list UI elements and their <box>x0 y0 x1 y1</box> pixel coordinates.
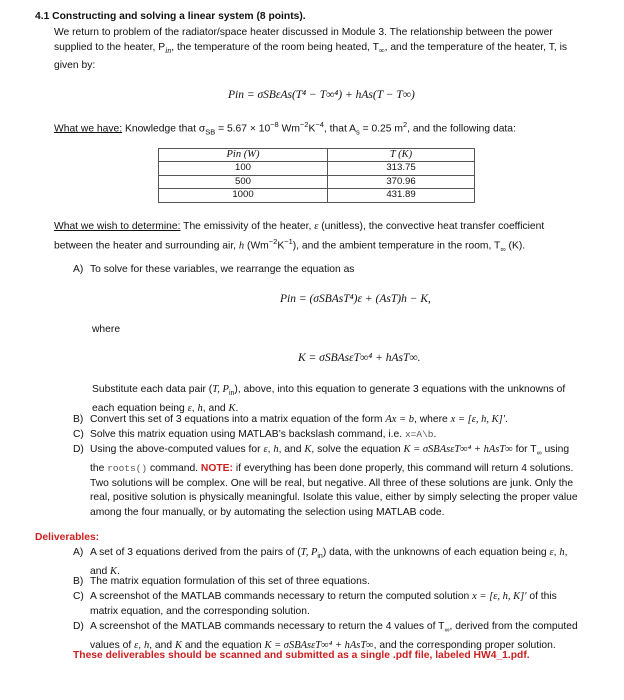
k-equation: K = σSBAsεT∞⁴ + hAsT∞. <box>298 352 421 364</box>
intro-line-3: given by: <box>54 59 96 71</box>
table-cell: 500 <box>159 175 328 188</box>
backslash-code: x=A\b <box>404 429 434 440</box>
where-label: where <box>92 324 121 335</box>
table-header-row <box>159 149 475 162</box>
table-row <box>159 175 475 188</box>
table-header-pin: Pin (W) <box>159 149 328 162</box>
deliverable-b: B) The matrix equation formulation of this set of three equations. <box>73 576 370 587</box>
part-c: C) Solve this matrix equation using MATLAB’s backslash command, i.e. x=A\b. <box>73 429 437 440</box>
table-cell: 1000 <box>159 189 328 202</box>
part-d-line-1: Using the above-computed values for ε, h, and K, solve the equation K = σSBAsεT∞⁴ + hAsT∞ for $T_\infty$ using <box>90 444 570 458</box>
knowledge-line: What we have: Knowledge that $\sigma_{SB} = 5.67 \times 10^{-8}$ $Wm^{-2}K^{-4}$, that $A_s = 0.25$ $m^2$, and the following data: <box>54 120 516 137</box>
roots-code: roots() <box>107 462 148 474</box>
deliverable-c: C) A screenshot of the MATLAB commands necessary to return the computed solution x = [ε, h, K]′ of this matrix equation, and the corresponding solution. <box>73 591 557 617</box>
part-b: B) Convert this set of 3 equations into a matrix equation of the form Ax = b, where x = [ε, h, K]′. <box>73 414 508 425</box>
deliverables-title: Deliverables: <box>35 532 100 543</box>
substitute-line-1: Substitute each data pair (T, $P_{in}$), above, into this equation to generate 3 equations with the unknowns of <box>92 384 566 398</box>
substitute-paragraph <box>92 383 617 417</box>
table-cell: 100 <box>159 162 328 175</box>
submission-note: These deliverables should be scanned and submitted as a single .pdf file, labeled HW4_1.pdf. <box>73 650 530 661</box>
intro-line-1: We return to problem of the radiator/space heater discussed in Module 3. The relationship between the power <box>54 27 553 38</box>
table-row <box>159 189 475 202</box>
substitute-line-2: each equation being ε, h, and K. <box>92 402 239 414</box>
intro-line-2: supplied to the heater, $P_{in}$, the temperature of the room being heated, $T_\infty$, and the temperature of the heater, T, is <box>54 41 568 55</box>
what-we-have-label: What we have: <box>54 123 123 135</box>
part-d: D) Using the above-computed values for ε, h, and K, solve the equation K = σSBAsεT∞⁴ + hAsT∞ for $T_\infty$ using the roots() command. NOTE: if everything has been done properly, this command will return 4 solutions. Two solutions will be complex. One will be real, but negative. All three of these solutions are junk. Only the real, positive solution is physically meaningful. Isolate this value, either by simply selecting the proper value among the four manually, or by automating the selection using MATLAB code. <box>73 443 618 521</box>
intro-paragraph <box>54 26 614 73</box>
rearranged-equation: Pin = (σSBAsT⁴)ε + (AsT)h − K, <box>280 293 431 305</box>
determine-line-1: What we wish to determine: The emissivity of the heater, ε (unitless), the convective heat transfer coefficient <box>54 221 545 232</box>
determine-label: What we wish to determine: <box>54 221 181 232</box>
data-table <box>158 148 475 203</box>
table-cell: 431.89 <box>328 189 475 202</box>
note-label: NOTE: <box>200 462 233 474</box>
determine-paragraph <box>54 220 619 257</box>
deliverable-d: D) A screenshot of the MATLAB commands necessary to return the 4 values of $T_\infty$, derived from the computed values of ε, h, and K and the equation K = σSBAsεT∞⁴ + hAsT∞, and the corresponding proper solution. <box>73 621 578 651</box>
table-header-t: T (K) <box>328 149 475 162</box>
table-cell: 370.96 <box>328 175 475 188</box>
table-cell: 313.75 <box>328 162 475 175</box>
part-d-line-3: Two solutions will be complex. One will be real, but negative. All three of these solutions are junk. Only the <box>90 477 574 489</box>
table-row <box>159 162 475 175</box>
main-equation: Pin = σSBεAs(T⁴ − T∞⁴) + hAs(T − T∞) <box>228 89 415 101</box>
part-d-line-5: among the four manually, or by automating the selection using MATLAB code. <box>90 507 445 519</box>
deliverable-a: A) A set of 3 equations derived from the pairs of (T, $P_{in}$) data, with the unknowns of each equation being ε, h, and K. <box>73 547 568 577</box>
part-d-line-4: real, positive solution is physically meaningful. Isolate this value, either by simply selecting the proper value <box>90 492 578 504</box>
determine-line-2: between the heater and surrounding air, h $(Wm^{-2}K^{-1})$, and the ambient temperature in the room, $T_\infty$ (K). <box>54 236 526 254</box>
section-heading: 4.1 Constructing and solving a linear system (8 points). <box>35 11 306 22</box>
part-a: A) To solve for these variables, we rearrange the equation as <box>73 264 355 275</box>
part-d-line-2: the roots() command. NOTE: if everything has been done properly, this command will return 4 solutions. <box>90 462 574 474</box>
